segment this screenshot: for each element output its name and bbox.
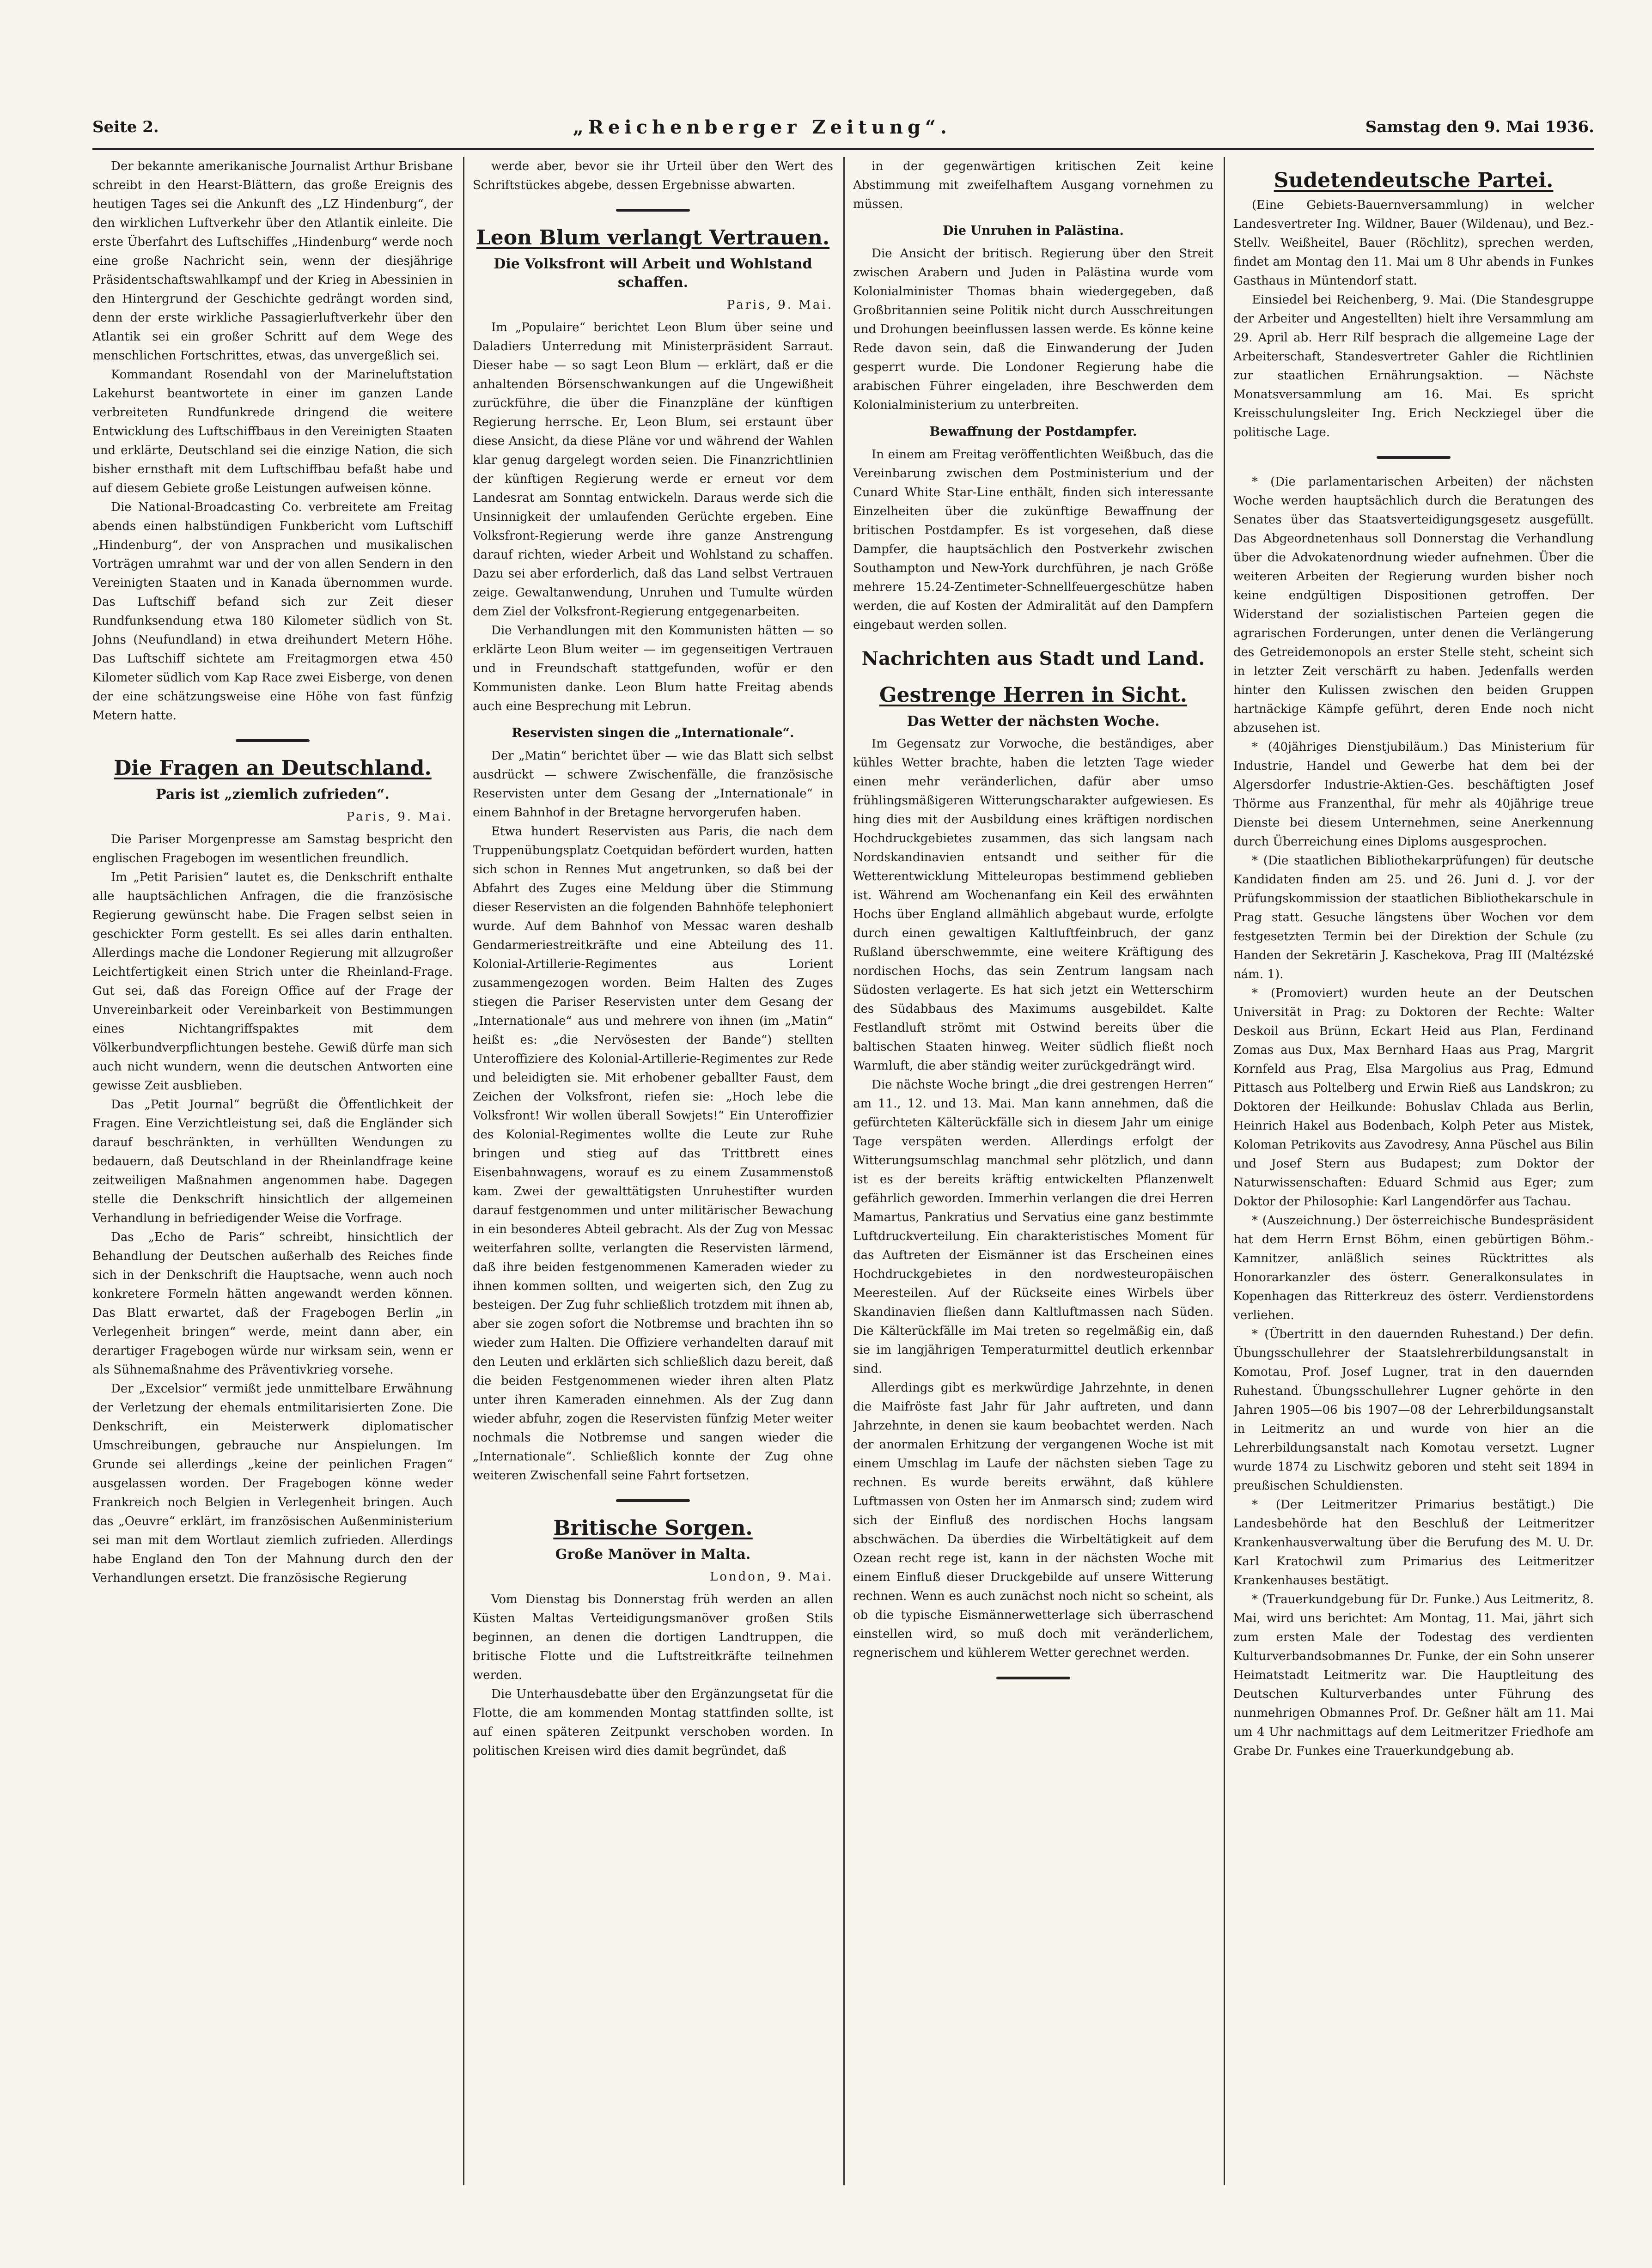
article-separator [616,209,690,212]
columns [92,157,1594,2185]
article-paragraph: * (Auszeichnung.) Der österreichische Bundespräsident hat dem Herrn Ernst Böhm, einen gebürtigen Böhm.-Kamnitzer, anläßlich seines Rücktrittes als Honorarkanzler des österr. Generalkonsulates in Kopenhagen das Ritterkreuz des österr. Verdienstordens verliehen. [1233,1214,1594,1322]
article-paragraph: (Eine Gebiets-Bauernversammlung) in welcher Landesvertreter Ing. Wildner, Bauer (Wildenau), und Bez.-Stellv. Weißheitel, Bauer (Röchlitz), sprechen werden, findet am Montag den 11. Mai um 8 Uhr abends in Funkes Gasthaus in Müntendorf statt. [1233,198,1594,288]
article-paragraph: Vom Dienstag bis Donnerstag früh werden an allen Küsten Maltas Verteidigungsmanöver großen Stils beginnen, an denen die dortigen Landtruppen, die britische Flotte und die Luftstreitkräfte teilnehmen werden. [473,1593,833,1682]
article-paragraph: * (Die staatlichen Bibliothekarprüfungen) für deutsche Kandidaten finden am 25. und 26. Juni d. J. vor der Prüfungskommission der staatlichen Bibliothekarschule in Prag statt. Gesuche längstens über Wochen vor dem festgesetzten Termin bei der Direktion der Schule (zu Handen der Sekretärin J. Kaschekova, Prag III (Maltézské nám. 1). [1233,854,1594,981]
article-paragraph: werde aber, bevor sie ihr Urteil über den Wert des Schriftstückes abgebe, dessen Ergebnisse abwarten. [473,159,833,192]
subheadline-blum: Die Volksfront will Arbeit und Wohlstand schaffen. [494,256,812,291]
dateline: Paris, 9. Mai. [726,298,833,312]
article-paragraph: Der bekannte amerikanische Journalist Arthur Brisbane schreibt in den Hearst-Blättern, das große Ereignis des heutigen Tages sei die Ankunft des „LZ Hindenburg“, der den wirklichen Luftverkehr über den Atlantik einleite. Die erste Überfahrt des Luftschiffes „Hindenburg“ werde noch eine große Nachricht sein, wenn der diesjährige Präsidentschaftswahlkampf und der Krieg in Abessinien in den Hintergrund der Geschichte gedrängt worden sind, denn der erste wirkliche Passagierluftverkehr über den Atlantik sei ein großer Schritt auf dem Wege des menschlichen Fortschrittes, etwas, das unvergeßlich sei. [92,159,453,363]
column-divider [1224,157,1225,2185]
newspaper-title: „Reichenberger Zeitung“. [573,116,951,138]
headline-sudetendeutsche-partei: Sudetendeutsche Partei. [1274,169,1554,192]
article-paragraph: * (Der Leitmeritzer Primarius bestätigt.) Die Landesbehörde hat den Beschluß der Leitmeritzer Krankenhausverwaltung über die Berufung des M. U. Dr. Karl Kratochwil zum Primarius des Leitmeritzer Krankenhauses bestätigt. [1233,1498,1594,1587]
subheadline-wetter: Das Wetter der nächsten Woche. [907,713,1160,730]
headline-fragen: Die Fragen an Deutschland. [114,756,432,780]
article-separator [996,1677,1070,1679]
article-paragraph: Die Ansicht der britisch. Regierung über den Streit zwischen Arabern und Juden in Palästina wurde vom Kolonialminister Thomas bhain wiedergegeben, daß Großbritannien seine Politik nicht durch Ausschreitungen und Drohungen beeinflussen lassen werde. Es könne keine Rede davon sein, daß die Einwanderung der Juden gesperrt wurde. Die Londoner Regierung habe die arabischen Führer eingeladen, ihre Beschwerden dem Kolonialministerium zu unterbreiten. [853,247,1213,412]
subheadline-reservisten: Reservisten singen die „Internationale“. [512,726,794,740]
column-divider [463,157,464,2185]
article-paragraph: Die nächste Woche bringt „die drei gestrengen Herren“ am 11., 12. und 13. Mai. Man kann annehmen, daß die gefürchteten Kälterückfälle sich in diesem Jahr um einige Tage verspäten werden. Allerdings erfolgt der Witterungsumschlag manchmal sehr plötzlich, und dann ist es der bereits kräftig entwickelten Pflanzenwelt gefährlich geworden. Immerhin verlangen die drei Herren Mamartus, Pankratius und Servatius eine ganz bestimmte Luftdruckverteilung. Ein charakteristisches Moment für das Auftreten der Eismänner ist das Erscheinen eines Hochdruckgebietes in den nordwesteuropäischen Meeresteilen. Auf der Rückseite eines Wirbels über Skandinavien fließen dann Kaltluftmassen nach Süden. Die Kälterückfälle im Mai treten so regelmäßig ein, daß sie im langjährigen Temperaturmittel deutlich erkennbar sind. [853,1078,1213,1376]
column-3 [853,157,1213,2185]
page-number: Seite 2. [92,118,159,136]
article-paragraph: Einsiedel bei Reichenberg, 9. Mai. (Die Standesgruppe der Arbeiter und Angestellten) hielt ihre Versammlung am 29. April ab. Herr Rilf besprach die allgemeine Lage der Arbeiterschaft, Standesvertreter Gahler die Richtlinien zur staatlichen Ernährungsaktion. — Nächste Monatsversammlung am 16. Mai. Es spricht Kreisschulungsleiter Ing. Erich Neckziegel über die politische Lage. [1233,293,1594,439]
article-paragraph: Das „Petit Journal“ begrüßt die Öffentlichkeit der Fragen. Eine Verzichtleistung sei, daß die Engländer sich darauf beschränkten, in verhüllten Wendungen zu bedauern, daß Deutschland in der Rheinlandfrage keine zeitweiligen Maßnahmen angenommen habe. Dagegen stelle die Denkschrift hinsichtlich der allgemeinen Verhandlung in befriedigender Weise die Vorfrage. [92,1098,453,1225]
article-paragraph: Die Verhandlungen mit den Kommunisten hätten — so erklärte Leon Blum weiter — im gegenseitigen Vertrauen und in Freundschaft stattgefunden, wofür er den Kommunisten danke. Leon Blum hatte Freitag abends auch eine Besprechung mit Lebrun. [473,624,833,713]
article-paragraph: In einem am Freitag veröffentlichten Weißbuch, das die Vereinbarung zwischen dem Postministerium und der Cunard White Star-Line enthält, finden sich interessante Einzelheiten über die zukünftige Bewaffnung der britischen Postdampfer. Es ist vorgesehen, daß diese Dampfer, die hauptsächlich den Postverkehr zwischen Southampton und New-York durchführen, je nach Größe mehrere 15.24-Zentimeter-Schnellfeuergeschütze haben werden, die auf Kosten der Admiralität auf den Dampfern eingebaut werden sollen. [853,448,1213,632]
article-paragraph: Der „Matin“ berichtet über — wie das Blatt sich selbst ausdrückt — schwere Zwischenfälle, die französische Reservisten unter dem Gesang der „Internationale“ in einem Bahnhof in der Bretagne hervorgerufen haben. [473,749,833,820]
article-paragraph: * (40jähriges Dienstjubiläum.) Das Ministerium für Industrie, Handel und Gewerbe hat dem bei der Algersdorfer Industrie-Aktien-Ges. beschäftigten Josef Thörme aus Franzenthal, für mehr als 40jährige treue Dienste bei diesem Unternehmen, seine Anerkennung durch Überreichung eines Diploms ausgesprochen. [1233,740,1594,849]
column-2 [473,157,833,2185]
subheadline-palaestina: Die Unruhen in Palästina. [943,224,1124,238]
dateline: Paris, 9. Mai. [346,810,453,824]
article-paragraph: in der gegenwärtigen kritischen Zeit keine Abstimmung mit zweifelhaftem Ausgang vornehmen zu müssen. [853,159,1213,211]
article-separator [1377,456,1451,459]
article-paragraph: * (Trauerkundgebung für Dr. Funke.) Aus Leitmeritz, 8. Mai, wird uns berichtet: Am Montag, 11. Mai, jährt sich zum ersten Male der Todestag des verdienten Kulturverbandsobmannes Dr. Funke, der ein Sohn unserer Heimatstadt Leitmeritz war. Die Hauptleitung des Deutschen Kulturverbandes unter Führung des nunmehrigen Obmannes Prof. Dr. Geßner hält am 11. Mai um 4 Uhr nachmittags auf dem Leitmeritzer Friedhofe am Grabe Dr. Funkes eine Trauerkundgebung ab. [1233,1593,1594,1758]
article-paragraph: Die Pariser Morgenpresse am Samstag bespricht den englischen Fragebogen im wesentlichen freundlich. [92,833,453,865]
headline-britische-sorgen: Britische Sorgen. [553,1516,753,1540]
headline-blum: Leon Blum verlangt Vertrauen. [476,226,830,249]
page-header [92,106,1594,150]
article-paragraph: Allerdings gibt es merkwürdige Jahrzehnte, in denen die Maifröste fast Jahr für Jahr auftreten, und dann Jahrzehnte, in denen sie kaum beobachtet werden. Nach der anormalen Erhitzung der vergangenen Woche ist mit einem Umschlag im Laufe der nächsten sieben Tage zu rechnen. Es wurde bereits erwähnt, daß kühlere Luftmassen von Osten her im Anmarsch sind; zudem wird sich der Einfluß des nordischen Hochs langsam abschwächen. Da überdies die Wirbeltätigkeit auf dem Ozean recht rege ist, kann in der nächsten Woche mit einem Einfluß dieser Druckgebilde auf unsere Witterung rechnen. Wenn es auch zunächst noch nicht so scheint, als ob die typische Eismännerwetterlage sich überraschend einstellen wird, so muß doch mit veränderlichem, regnerischem und kühlerem Wetter gerechnet werden. [853,1381,1213,1660]
article-separator [236,739,310,742]
article-paragraph: Das „Echo de Paris“ schreibt, hinsichtlich der Behandlung der Deutschen außerhalb des Reiches finde sich in der Denkschrift die Hauptsache, wenn auch noch konkretere Formeln hätten angewandt werden können. Das Blatt erwartet, daß der Fragebogen Berlin „in Verlegenheit bringen“ werde, meint dann aber, ein derartiger Fragebogen würde nur wirksam sein, wenn er als Sühnemaßnahme des Präventivkrieg vorsehe. [92,1230,453,1377]
article-paragraph: Der „Excelsior“ vermißt jede unmittelbare Erwähnung der Verletzung der ehemals entmilitarisierten Zone. Die Denkschrift, ein Meisterwerk diplomatischer Umschreibungen, gebrauche nur Anspielungen. Im Grunde sei allerdings „keine der peinlichen Fragen“ ausgelassen worden. Der Fragebogen könne weder Frankreich noch Belgien in Verlegenheit bringen. Auch das „Oeuvre“ erklärt, im französischen Außenministerium sei man mit dem Wortlaut ziemlich zufrieden. Allerdings habe England den Ton der Mahnung durch den der Verhandlungen ersetzt. Die französische Regierung [92,1382,453,1585]
article-paragraph: Kommandant Rosendahl von der Marineluftstation Lakehurst beantwortete in einer im ganzen Lande verbreiteten Rundfunkrede dringend die weitere Entwicklung des Luftschiffbaus in den Vereinigten Staaten und erklärte, Deutschland sei die einzige Nation, die sich bisher ernsthaft mit dem Luftschiffbau befaßt habe und auf diesem Gebiete große Leistungen aufweisen könne. [92,368,453,495]
article-paragraph: Im „Populaire“ berichtet Leon Blum über seine und Daladiers Unterredung mit Ministerpräsident Sarraut. Dieser habe — so sagt Leon Blum — erklärt, daß er die anhaltenden Börsenschwankungen auf die Ungewißheit zurückführe, die über die Finanzpläne der künftigen Regierung herrsche. Er, Leon Blum, sei erstaunt über diese Ansicht, da diese Pläne vor und während der Wahlen klar genug dargelegt worden seien. Die Finanzrichtlinien der künftigen Regierung werde er erneut vor dem Landesrat am Sonntag entwickeln. Daraus werde sich die Unsinnigkeit der umlaufenden Gerüchte ergeben. Eine Volksfront-Regierung werde ihre ganze Anstrengung darauf richten, wieder Arbeit und Wohlstand zu schaffen. Dazu sei aber erforderlich, daß das Land selbst Vertrauen zeige. Gewaltanwendung, Unruhen und Tumulte würden dem Ziel der Volksfront-Regierung entgegenarbeiten. [473,321,833,619]
article-paragraph: * (Übertritt in den dauernden Ruhestand.) Der defin. Übungsschullehrer der Staatslehrerbildungsanstalt in Komotau, Prof. Josef Lugner, trat in den dauernden Ruhestand. Übungsschullehrer Lugner gehörte in den Jahren 1905—06 bis 1907—08 der Lehrerbildungsanstalt in Leitmeritz an und wurde von hier an die Lehrerbildungsanstalt nach Komotau versetzt. Lugner wurde 1874 zu Lischwitz geboren und steht seit 1894 in preußischen Schuldiensten. [1233,1327,1594,1493]
article-paragraph: * (Promoviert) wurden heute an der Deutschen Universität in Prag: zu Doktoren der Rechte: Walter Deskoil aus Brünn, Eckart Heid aus Plan, Ferdinand Zomas aus Dux, Max Bernhard Haas aus Prag, Margrit Kornfeld aus Prag, Elsa Margolius aus Prag, Edmund Pittasch aus Poltelberg und Erwin Rieß aus Landskron; zu Doktoren der Heilkunde: Bohuslav Chlada aus Berlin, Heinrich Hakel aus Bodenbach, Kolph Peter aus Mistek, Koloman Petrikovits aus Zavodresy, Anna Püschel aus Bilin und Josef Stern aus Budapest; zum Doktor der Naturwissenschaften: Eduard Schmid aus Eger; zum Doktor der Philosophie: Karl Langendörfer aus Tachau. [1233,986,1594,1209]
subheadline-postdampfer: Bewaffnung der Postdampfer. [929,425,1137,439]
article-paragraph: Die National-Broadcasting Co. verbreitete am Freitag abends einen halbstündigen Funkbericht vom Luftschiff „Hindenburg“, der von Ansprachen und musikalischen Vorträgen umrahmt war und der von allen Sendern in den Vereinigten Staaten und in Kanada übernommen wurde. Das Luftschiff befand sich zur Zeit dieser Rundfunksendung etwa 180 Kilometer südlich von St. Johns (Neufundland) in etwa dreihundert Metern Höhe. Das Luftschiff sichtete am Freitagmorgen etwa 450 Kilometer südlich vom Kap Race zwei Eisberge, von denen der eine schätzungsweise eine Höhe von fast fünfzig Metern hatte. [92,500,453,723]
column-1 [92,157,453,2185]
article-paragraph: * (Die parlamentarischen Arbeiten) der nächsten Woche werden hauptsächlich durch die Beratungen des Senates über das Staatsverteidigungsgesetz ausgefüllt. Das Abgeordnetenhaus soll Donnerstag die Verhandlung über die Advokatenordnung wieder aufnehmen. Über die weiteren Arbeiten der Regierung wurden bisher noch keine endgültigen Dispositionen getroffen. Der Widerstand der sozialistischen Parteien gegen die agrarischen Forderungen, unter denen die Verlängerung des Getreidemonopols an erster Stelle steht, scheint sich in letzter Zeit verschärft zu haben. Jedenfalls werden hinter den Kulissen zwischen den beiden Gruppen hartnäckige Kämpfe geführt, deren Ende noch nicht abzusehen ist. [1233,475,1594,735]
section-heading-nachrichten: Nachrichten aus Stadt und Land. [861,648,1205,669]
article-paragraph: Im Gegensatz zur Vorwoche, die beständiges, aber kühles Wetter brachte, haben die letzten Tage wieder einen mehr veränderlichen, dafür aber umso frühlingsmäßigeren Witterungscharakter aufgewiesen. Es hing dies mit der Ausbildung eines kräftigen nordischen Hochdruckgebietes zusammen, das sich langsam nach Nordskandinavien entsandt und seither für die Wetterentwicklung Mitteleuropas bestimmend geblieben ist. Während am Wochenanfang ein Keil des erwähnten Hochs über England allmählich abgebaut wurde, erfolgte durch einen gewaltigen Kaltluftfeinbruch, der ganz Rußland überschwemmte, eine weitere Kräftigung des nordischen Hochs, das sein Zentrum langsam nach Südosten verlagerte. Es hat sich jetzt ein Wetterschirm des Südabbaus des Maximums ausgebildet. Kalte Festlandluft strömt mit Ostwind bereits über die baltischen Staaten hinweg. Weiter südlich fließt noch Warmluft, die aber ständig weiter zurückgedrängt wird. [853,737,1213,1073]
article-separator [616,1499,690,1502]
dateline: London, 9. Mai. [709,1570,833,1584]
article-paragraph: Etwa hundert Reservisten aus Paris, die nach dem Truppenübungsplatz Coetquidan befördert wurden, hatten sich schon in Rennes Mut angetrunken, so daß bei der Abfahrt des Zuges eine Meldung über die Stimmung dieser Reservisten an die folgenden Bahnhöfe telephoniert wurde. Auf dem Bahnhof von Messac waren deshalb Gendarmeriestreitkräfte und eine Abteilung des 11. Kolonial-Artillerie-Regimentes aus Lorient zusammengezogen worden. Beim Halten des Zuges stiegen die Pariser Reservisten unter dem Gesang der „Internationale“ aus und mehrere von ihnen (im „Matin“ heißt es: „die Nervösesten der Bande“) stellten Unteroffiziere des Kolonial-Artillerie-Regimentes zur Rede und beleidigten sie. Mit erhobener geballter Faust, dem Zeichen der Volksfront, riefen sie: „Hoch lebe die Volksfront! Wir wollen überall Sowjets!“ Ein Unteroffizier des Kolonial-Regimentes wollte die Leute zur Ruhe bringen und stieg auf das Trittbrett eines Eisenbahnwagens, worauf es zu einem Zusammenstoß kam. Zwei der gewalttätigsten Unruhestifter wurden darauf festgenommen und unter militärischer Bewachung in ein besonderes Abteil gebracht. Als der Zug von Messac weiterfahren sollte, verlangten die Reservisten lärmend, daß ihre beiden festgenommenen Kameraden wieder zu ihnen kommen sollten, und weigerten sich, den Zug zu besteigen. Der Zug fuhr schließlich trotzdem mit ihnen ab, aber sie zogen sofort die Notbremse und brachten ihn so wieder zum Halten. Die Offiziere verhandelten darauf mit den Leuten und erklärten sich schließlich dazu bereit, daß die beiden Festgenommenen wieder ihren alten Platz unter ihren Kameraden einnehmen. Als der Zug dann wieder abfuhr, zogen die Reservisten fünfzig Meter weiter nochmals die Notbremse und sangen wieder die „Internationale“. Schließlich konnte der Zug ohne weiteren Zwischenfall seine Fahrt fortsetzen. [473,825,833,1483]
subheadline-fragen: Paris ist „ziemlich zufrieden“. [156,786,390,803]
article-paragraph: Im „Petit Parisien“ lautet es, die Denkschrift enthalte alle hauptsächlichen Anfragen, die die französische Regierung gewünscht habe. Die Fragen selbst seien in geschickter Form gestellt. Es sei alles darin enthalten. Allerdings mache die Londoner Regierung mit allzugroßer Leichtfertigkeit einen Strich unter die Rheinland-Frage. Gut sei, daß das Foreign Office auf der Frage der Unvereinbarkeit oder Vereinbarkeit von Bestimmungen eines Nichtangriffspaktes mit dem Völkerbundverpflichtungen bestehe. Gewiß dürfe man sich auch nicht wundern, wenn die deutschen Antworten eine gewisse Zeit ausblieben. [92,870,453,1093]
column-divider [843,157,845,2185]
article-paragraph: Die Unterhausdebatte über den Ergänzungsetat für die Flotte, die am kommenden Montag stattfinden sollte, ist auf einen späteren Zeitpunkt verschoben worden. In politischen Kreisen wird dies damit begründet, daß [473,1687,833,1758]
subheadline-malta: Große Manöver in Malta. [555,1546,751,1563]
column-4 [1233,157,1594,2185]
headline-gestrenge-herren: Gestrenge Herren in Sicht. [879,683,1188,707]
newspaper-page [92,106,1594,2195]
issue-date: Samstag den 9. Mai 1936. [1365,118,1594,136]
